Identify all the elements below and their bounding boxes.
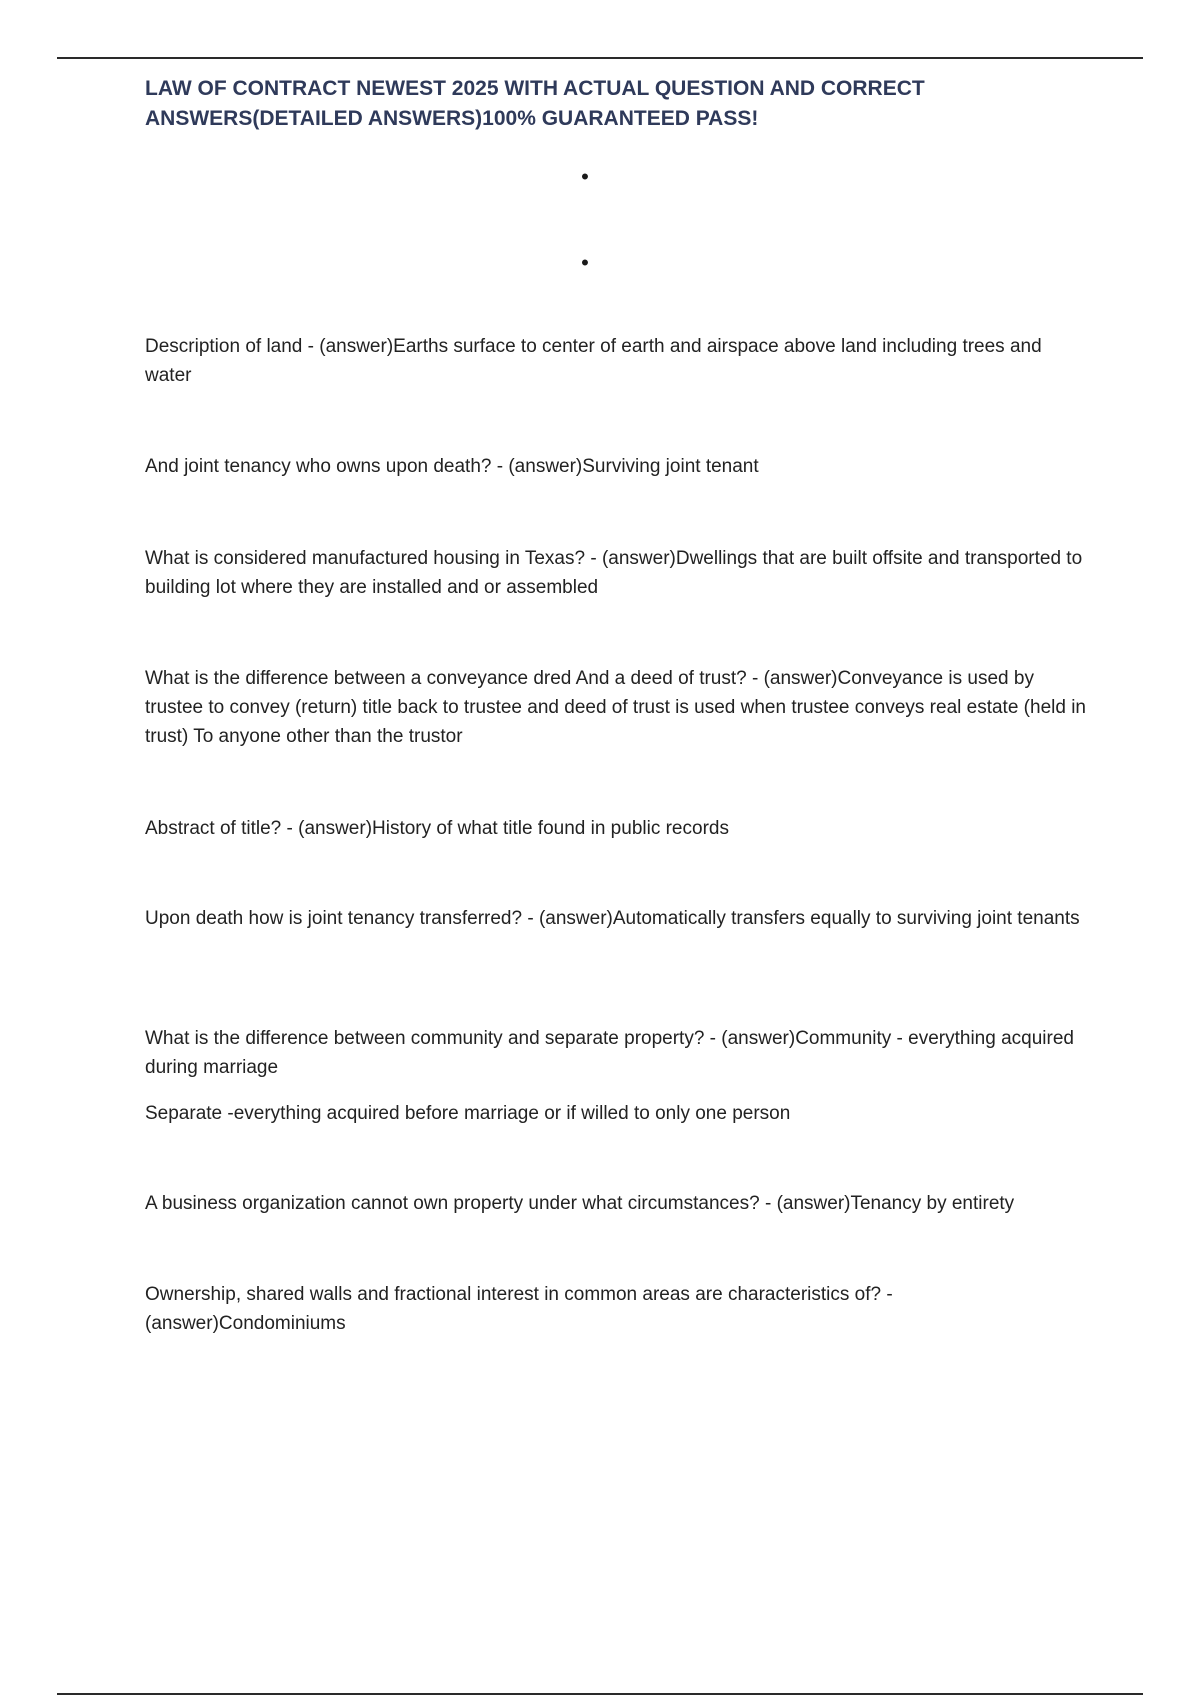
document-title: LAW OF CONTRACT NEWEST 2025 WITH ACTUAL QUESTION AND CORRECT ANSWERS(DETAILED ANSWERS)100% GUARANTEED PASS!	[145, 77, 925, 130]
top-rule	[57, 57, 1143, 59]
qa-item-conveyance-vs-deed-of-trust: What is the difference between a conveyance dred And a deed of trust? - (answer)Conveyance is used by trustee to convey (return) title back to trustee and deed of trust is used when trustee conveys real estate (held in trust) To anyone other than the trustor	[145, 668, 1087, 747]
qa-item-condominiums: Ownership, shared walls and fractional interest in common areas are characteristics of? - (answer)Condominiums	[145, 1284, 893, 1334]
qa-item-description-of-land: Description of land - (answer)Earths surface to center of earth and airspace above land including trees and water	[145, 336, 1042, 386]
qa-item-community-property: What is the difference between community and separate property? - (answer)Community - everything acquired during marriage	[145, 1028, 1074, 1078]
qa-item-business-organization: A business organization cannot own property under what circumstances? - (answer)Tenancy by entirety	[145, 1193, 1015, 1214]
bottom-rule	[57, 1693, 1143, 1695]
qa-item-manufactured-housing: What is considered manufactured housing in Texas? - (answer)Dwellings that are built offsite and transported to building lot where they are installed and or assembled	[145, 548, 1083, 598]
bullet-point: •	[581, 250, 589, 275]
bullet-point: •	[581, 164, 589, 189]
qa-item-joint-tenancy-owner: And joint tenancy who owns upon death? - (answer)Surviving joint tenant	[145, 456, 759, 477]
qa-item-joint-tenancy-transfer: Upon death how is joint tenancy transferred? - (answer)Automatically transfers equally to surviving joint tenants	[145, 908, 1080, 929]
qa-item-separate-property: Separate -everything acquired before marriage or if willed to only one person	[145, 1103, 791, 1124]
qa-item-abstract-of-title: Abstract of title? - (answer)History of what title found in public records	[145, 818, 729, 839]
